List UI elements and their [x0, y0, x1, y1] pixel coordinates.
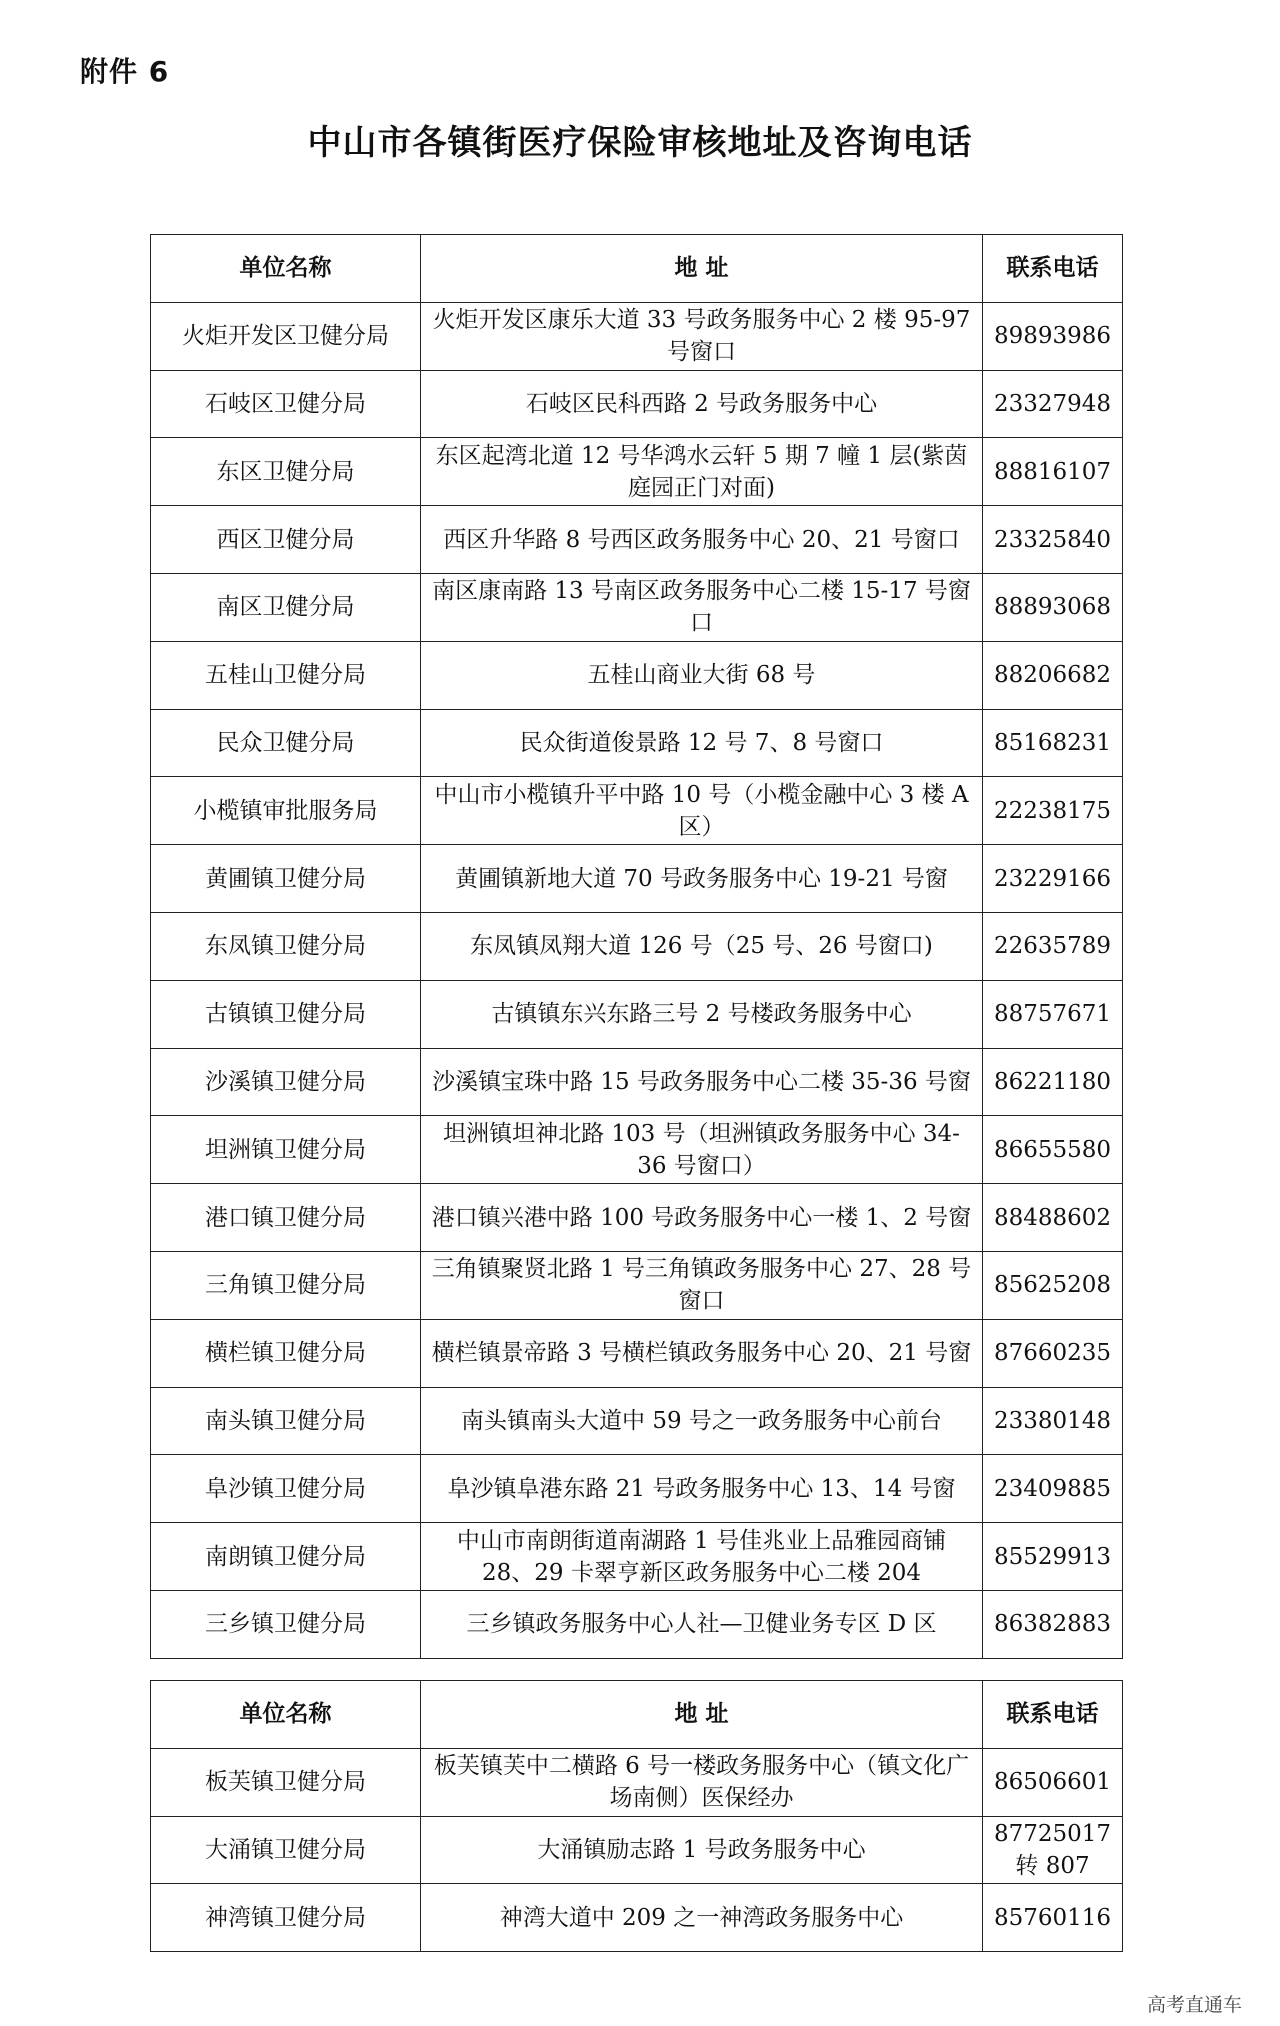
header-phone: 联系电话 — [983, 235, 1123, 303]
phone-cell: 23327948 — [983, 370, 1123, 438]
unit-name-cell: 黄圃镇卫健分局 — [151, 845, 421, 913]
table-row — [151, 302, 1123, 370]
unit-name-cell: 西区卫健分局 — [151, 506, 421, 574]
address-cell: 坦洲镇坦神北路 103 号（坦洲镇政务服务中心 34-36 号窗口） — [421, 1116, 983, 1184]
table-row — [151, 641, 1123, 709]
unit-name-cell: 南头镇卫健分局 — [151, 1387, 421, 1455]
phone-cell: 23409885 — [983, 1455, 1123, 1523]
address-cell: 南头镇南头大道中 59 号之一政务服务中心前台 — [421, 1387, 983, 1455]
phone-cell: 86382883 — [983, 1590, 1123, 1658]
table-row — [151, 1748, 1123, 1816]
phone-cell: 23229166 — [983, 845, 1123, 913]
phone-cell: 86506601 — [983, 1748, 1123, 1816]
unit-name-cell: 五桂山卫健分局 — [151, 641, 421, 709]
address-cell: 中山市南朗街道南湖路 1 号佳兆业上品雅园商铺 28、29 卡翠亨新区政务服务中心二楼 204 — [421, 1523, 983, 1591]
table-row — [151, 370, 1123, 438]
phone-cell: 23380148 — [983, 1387, 1123, 1455]
attachment-label: 附件 6 — [80, 55, 170, 88]
unit-name-cell: 大涌镇卫健分局 — [151, 1816, 421, 1884]
address-cell: 沙溪镇宝珠中路 15 号政务服务中心二楼 35-36 号窗 — [421, 1048, 983, 1116]
phone-cell: 86221180 — [983, 1048, 1123, 1116]
unit-name-cell: 小榄镇审批服务局 — [151, 777, 421, 845]
unit-name-cell: 火炬开发区卫健分局 — [151, 302, 421, 370]
unit-name-cell: 阜沙镇卫健分局 — [151, 1455, 421, 1523]
address-cell: 大涌镇励志路 1 号政务服务中心 — [421, 1816, 983, 1884]
unit-name-cell: 港口镇卫健分局 — [151, 1184, 421, 1252]
unit-name-cell: 横栏镇卫健分局 — [151, 1319, 421, 1387]
unit-name-cell: 三乡镇卫健分局 — [151, 1590, 421, 1658]
phone-cell: 89893986 — [983, 302, 1123, 370]
address-cell: 石岐区民科西路 2 号政务服务中心 — [421, 370, 983, 438]
address-cell: 五桂山商业大街 68 号 — [421, 641, 983, 709]
table-row — [151, 845, 1123, 913]
address-cell: 火炬开发区康乐大道 33 号政务服务中心 2 楼 95-97 号窗口 — [421, 302, 983, 370]
table-row — [151, 506, 1123, 574]
header-address: 地 址 — [421, 1681, 983, 1749]
table-header-row — [151, 235, 1123, 303]
phone-cell: 88488602 — [983, 1184, 1123, 1252]
unit-name-cell: 石岐区卫健分局 — [151, 370, 421, 438]
header-unit: 单位名称 — [151, 235, 421, 303]
address-cell: 阜沙镇阜港东路 21 号政务服务中心 13、14 号窗 — [421, 1455, 983, 1523]
address-cell: 东凤镇凤翔大道 126 号（25 号、26 号窗口) — [421, 912, 983, 980]
contact-table-2 — [150, 1680, 1123, 1952]
unit-name-cell: 神湾镇卫健分局 — [151, 1884, 421, 1952]
phone-cell: 23325840 — [983, 506, 1123, 574]
phone-cell: 86655580 — [983, 1116, 1123, 1184]
table-row — [151, 709, 1123, 777]
address-cell: 西区升华路 8 号西区政务服务中心 20、21 号窗口 — [421, 506, 983, 574]
address-cell: 神湾大道中 209 之一神湾政务服务中心 — [421, 1884, 983, 1952]
table-row — [151, 1251, 1123, 1319]
unit-name-cell: 东区卫健分局 — [151, 438, 421, 506]
address-cell: 横栏镇景帝路 3 号横栏镇政务服务中心 20、21 号窗 — [421, 1319, 983, 1387]
address-cell: 板芙镇芙中二横路 6 号一楼政务服务中心（镇文化广场南侧）医保经办 — [421, 1748, 983, 1816]
address-cell: 古镇镇东兴东路三号 2 号楼政务服务中心 — [421, 980, 983, 1048]
contact-table-1 — [150, 234, 1123, 1659]
table-row — [151, 1184, 1123, 1252]
table-row — [151, 1590, 1123, 1658]
table-row — [151, 438, 1123, 506]
phone-cell: 88206682 — [983, 641, 1123, 709]
unit-name-cell: 民众卫健分局 — [151, 709, 421, 777]
table-row — [151, 1319, 1123, 1387]
table-row — [151, 1455, 1123, 1523]
unit-name-cell: 沙溪镇卫健分局 — [151, 1048, 421, 1116]
address-cell: 民众街道俊景路 12 号 7、8 号窗口 — [421, 709, 983, 777]
header-address: 地 址 — [421, 235, 983, 303]
table-row — [151, 1816, 1123, 1884]
phone-cell: 22635789 — [983, 912, 1123, 980]
unit-name-cell: 板芙镇卫健分局 — [151, 1748, 421, 1816]
address-cell: 港口镇兴港中路 100 号政务服务中心一楼 1、2 号窗 — [421, 1184, 983, 1252]
phone-cell: 87660235 — [983, 1319, 1123, 1387]
table-row — [151, 912, 1123, 980]
table-row — [151, 1523, 1123, 1591]
address-cell: 三乡镇政务服务中心人社—卫健业务专区 D 区 — [421, 1590, 983, 1658]
table-row — [151, 1116, 1123, 1184]
table-row — [151, 1387, 1123, 1455]
header-unit: 单位名称 — [151, 1681, 421, 1749]
phone-cell: 85168231 — [983, 709, 1123, 777]
watermark-text: 高考直通车 — [1146, 1994, 1242, 2016]
table-row — [151, 980, 1123, 1048]
address-cell: 三角镇聚贤北路 1 号三角镇政务服务中心 27、28 号窗口 — [421, 1251, 983, 1319]
unit-name-cell: 南区卫健分局 — [151, 573, 421, 641]
unit-name-cell: 古镇镇卫健分局 — [151, 980, 421, 1048]
address-cell: 黄圃镇新地大道 70 号政务服务中心 19-21 号窗 — [421, 845, 983, 913]
phone-cell: 85760116 — [983, 1884, 1123, 1952]
unit-name-cell: 南朗镇卫健分局 — [151, 1523, 421, 1591]
address-cell: 南区康南路 13 号南区政务服务中心二楼 15-17 号窗口 — [421, 573, 983, 641]
phone-cell: 85529913 — [983, 1523, 1123, 1591]
phone-cell: 87725017 转 807 — [983, 1816, 1123, 1884]
table-row — [151, 1048, 1123, 1116]
table-row — [151, 573, 1123, 641]
phone-cell: 88757671 — [983, 980, 1123, 1048]
page-title: 中山市各镇街医疗保险审核地址及咨询电话 — [307, 123, 973, 163]
header-phone: 联系电话 — [983, 1681, 1123, 1749]
unit-name-cell: 东凤镇卫健分局 — [151, 912, 421, 980]
phone-cell: 88816107 — [983, 438, 1123, 506]
table-row — [151, 777, 1123, 845]
phone-cell: 22238175 — [983, 777, 1123, 845]
unit-name-cell: 三角镇卫健分局 — [151, 1251, 421, 1319]
unit-name-cell: 坦洲镇卫健分局 — [151, 1116, 421, 1184]
table-row — [151, 1884, 1123, 1952]
address-cell: 中山市小榄镇升平中路 10 号（小榄金融中心 3 楼 A 区） — [421, 777, 983, 845]
phone-cell: 88893068 — [983, 573, 1123, 641]
table-header-row — [151, 1681, 1123, 1749]
address-cell: 东区起湾北道 12 号华鸿水云轩 5 期 7 幢 1 层(紫茵庭园正门对面) — [421, 438, 983, 506]
phone-cell: 85625208 — [983, 1251, 1123, 1319]
